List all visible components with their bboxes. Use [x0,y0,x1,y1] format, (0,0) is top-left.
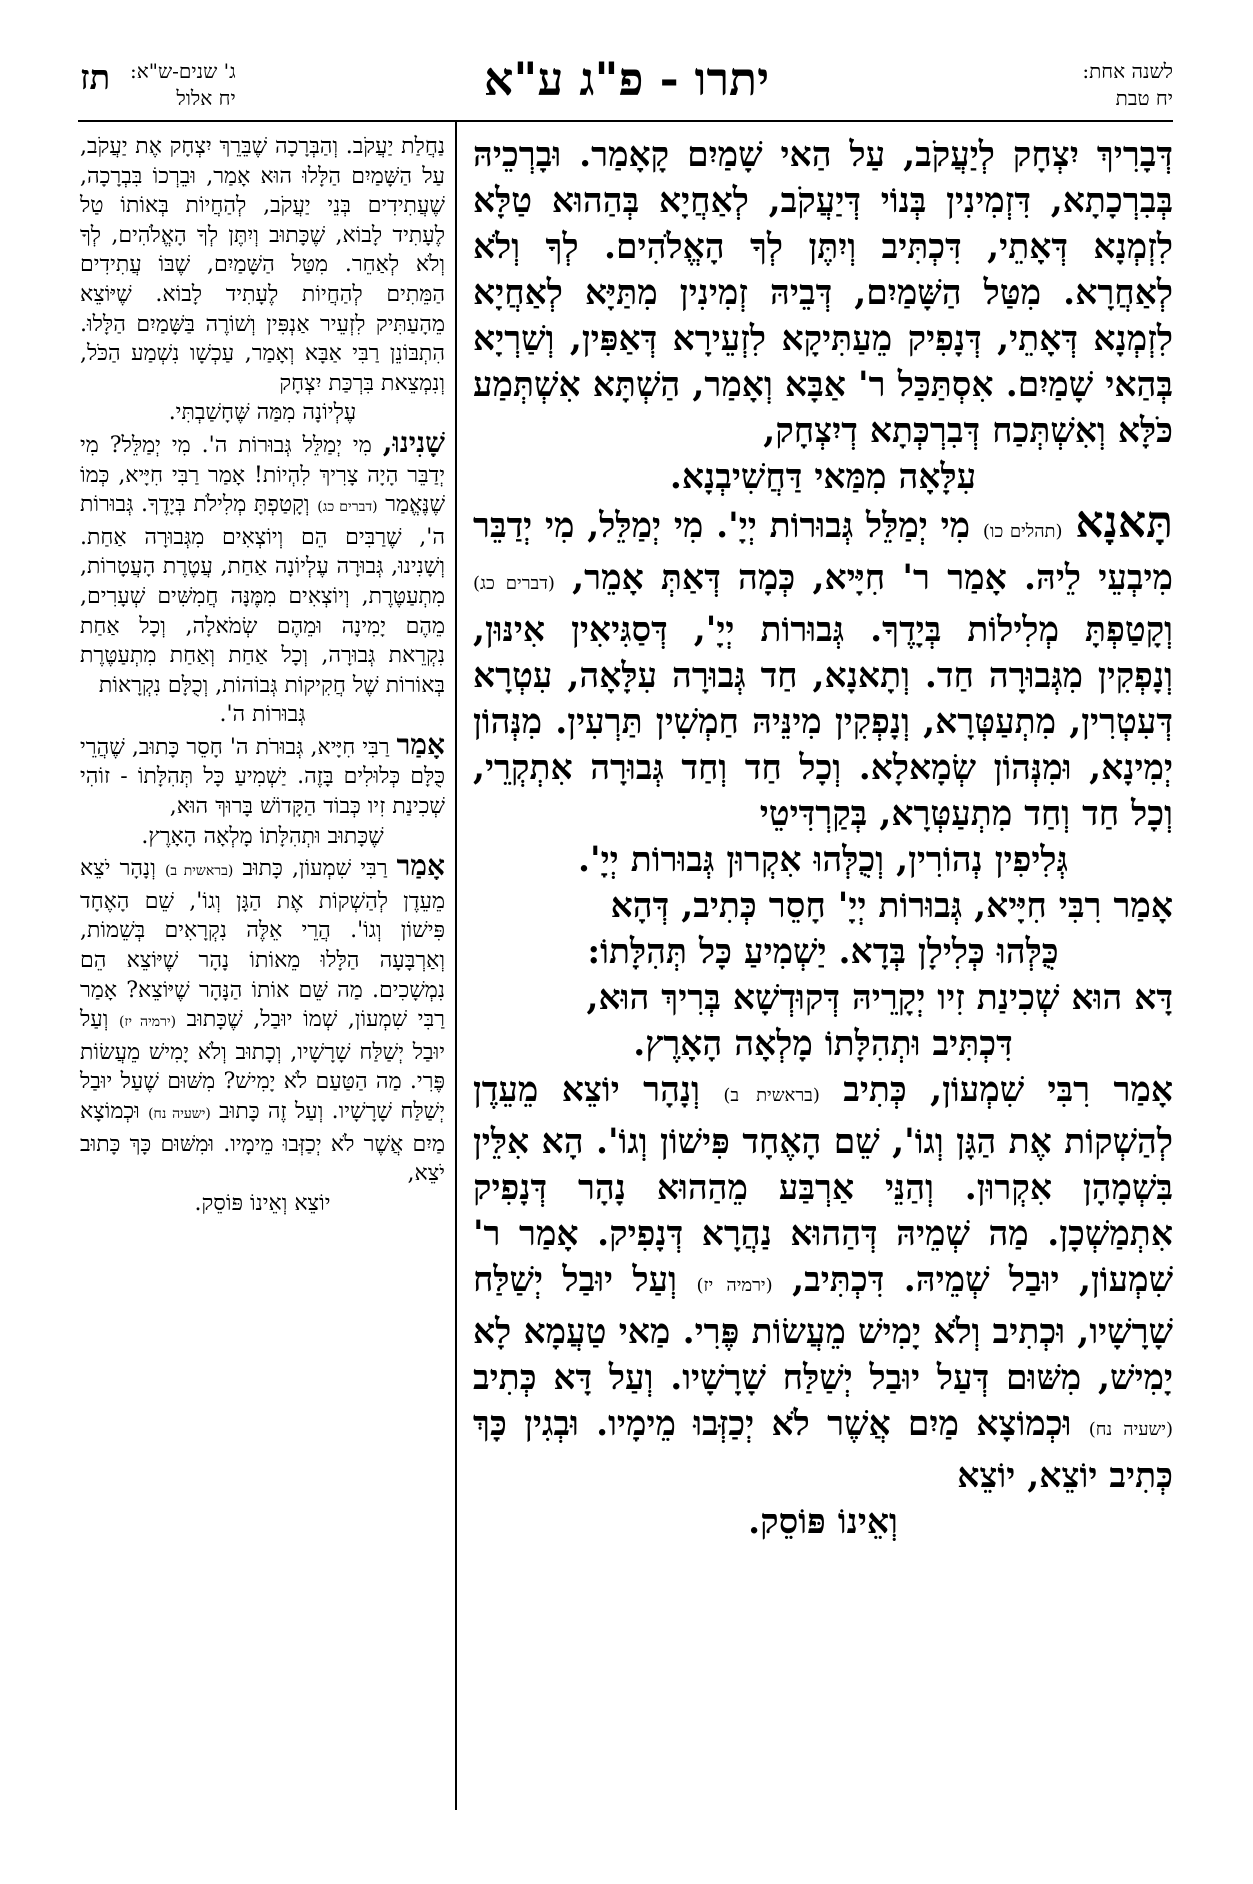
main-paragraph-4: דָּא הוּא שְׁכִינַת זִיו יְקָרֵיהּ דְּקוּדְשָׁא בְּרִיךְ הוּא, [586,978,1173,1018]
side-paragraph-3-end: שֶׁכָּתוּב וּתְהִלָּתוֹ מָלְאָה הָאָרֶץ. [141,823,384,849]
side-paragraph-1-end: עֶלְיוֹנָה מִמַּה שֶּׁחָשַׁבְתִּי. [168,400,357,426]
side-paragraph-4-text-a: רַבִּי שִׁמְעוֹן, כָּתוּב [242,856,388,882]
main-paragraph-3: אָמַר רִבִּי חִיָּיא, גְּבוּרוֹת יְיָ' חָסֵר כְּתִיב, דְּהָא [610,886,1173,926]
main-paragraph-2-text-b: וְקָטַפְתָּ מְלִילוֹת בְּיָדֶךָ. גְּבוּרוֹת יְיָ', דְּסַגִּיאִין אִינּוּן, וְנָפְקִין מִגְּבוּרָה חַד. וְתָאנָא, חַד גְּבוּרָה עִלָּאָה, עִטְרָא דְּעִטְרִין, מִתְעַטְּרָא, וְנָפְקִין מִינֵּיהּ חַמְשִׁין תַּרְעִין. מִנְּהוֹן יְמִינָא, וּמִנְּהוֹן שְׂמָאלָא. וְכָל חַד וְחַד גְּבוּרָה אִתְקְרֵי, וְכָל חַד וְחַד מִתְעַטְּרָא, בְּקַרְדִּיטֵי [473,610,1173,834]
main-paragraph-5-end: וְאֵינוֹ פּוֹסֵק. [748,1502,898,1542]
right-meta [1082,58,1173,112]
side-paragraph-3 [80,727,445,822]
source-ref: (ירמיה יז) [118,1014,177,1031]
source-ref: (ירמיה יז) [696,1275,773,1296]
source-ref: (דברים כג) [473,573,555,594]
side-paragraph-2-end: גְּבוּרוֹת ה'. [219,702,306,728]
source-ref: (תהלים כו) [982,521,1063,542]
side-paragraph-2-opening-word: שָׁנִינוּ, [382,425,445,459]
main-text-column [473,132,1173,1545]
main-paragraph-3-end: כֻּלְּהוּ כְּלִילָן בְּדָא. יַשְׁמִיעַ כָּל תְּהִלָּתוֹ: [587,932,1059,972]
main-paragraph-2-opening-word: תָּאנָא [1075,497,1174,548]
column-divider [455,120,457,1810]
side-paragraph-3-opening-word: אָמַר [396,727,445,761]
side-paragraph-4-text-b: וְנָהָר יֹצֵא מֵעֵדֶן לְהַשְׁקוֹת אֶת הַגָּן וְגוֹ', שֵׁם הָאֶחָד פִּישׁוֹן וְגוֹ'. הֲרֵי אֵלֶּה נִקְרָאִים בְּשֵׁמוֹת, וְאַרְבָּעָה הַלָּלוּ מֵאוֹתוֹ נָהָר שֶׁיּוֹצֵא הֵם נִמְשָׁכִים. מַה שֵּׁם אוֹתוֹ הַנָּהָר שֶׁיּוֹצֵא? אָמַר רַבִּי שִׁמְעוֹן, שְׁמוֹ יוּבַל, שֶׁכָּתוּב [80,856,445,1033]
side-paragraph-4-text-d: וּכְמוֹצָא מַיִם אֲשֶׁר לֹא יְכַזְּבוּ מֵימָיו. וּמִשּׁוּם כָּךְ כָּתוּב יֹצֵא, [80,1099,445,1187]
main-paragraph-5-text-d: וּכְמוֹצָא מַיִם אֲשֶׁר לֹא יְכַזְּבוּ מֵימָיו. וּבְגִין כָּךְ כְּתִיב יוֹצֵא, יוֹצֵא [473,1404,1173,1496]
side-paragraph-1: נַחֲלַת יַעֲקֹב. וְהַבְּרָכָה שֶׁבֵּרֵךְ יִצְחָק אֶת יַעֲקֹב, עַל הַשָּׁמַיִם הַלָּלוּ הוּא אָמַר, וּבֵרְכוֹ בִּבְרָכָה, שֶׁעֲתִידִים בְּנֵי יַעֲקֹב, לְהַחֲיוֹת בְּאוֹתוֹ טַל לֶעָתִיד לָבוֹא, שֶׁכָּתוּב וְיִתֶּן לְךָ הָאֱלֹהִים, לְךָ וְלֹא לְאַחֵר. מִטַּל הַשָּׁמַיִם, שֶׁבּוֹ עֲתִידִים הַמֵּתִים לְהַחֲיוֹת לֶעָתִיד לָבוֹא. שֶׁיּוֹצֵא מֵהָעַתִּיק לִזְעֵיר אַנְפִּין וְשׁוֹרֶה בַּשָּׁמַיִם הַלָּלוּ. הִתְבּוֹנֵן רַבִּי אַבָּא וְאָמַר, עַכְשָׁו נִשְׁמַע הַכֹּל, וְנִמְצֵאת בִּרְכַּת יִצְחָק [80,134,445,396]
source-ref: (ישעיה נח) [1088,1419,1173,1440]
main-paragraph-1: דְּבָרִיךְ יִצְחָק לְיַעֲקֹב, עַל הַאי שָׁמַיִם קָאָמַר. וּבָרְכֵיהּ בְּבִרְכָתָא, דִּזְמִינִין בְּנוֹי דְּיַעֲקֹב, לְאַחֲיָא בְּהַהוּא טַלָּא לִזְמְנָא דְּאָתֵי, דִּכְתִּיב וְיִתֶּן לְךָ הָאֱלֹהִים. לְךָ וְלֹא לְאַחֲרָא. מִטַּל הַשָּׁמַיִם, דְּבֵיהּ זְמִינִין מִתַּיָּא לְאַחֲיָא לִזְמְנָא דְּאָתֵי, דְּנָפִיק מֵעַתִּיקָא לִזְעֵירָא דְּאַפִּין, וְשַׁרְיָא בְּהַאי שָׁמַיִם. אִסְתַּכַּל ר' אַבָּא וְאָמַר, הַשְׁתָּא אִשְׁתְּמַע כֹּלָּא וְאִשְׁתְּכַח דְּבִרְכְּתָא דְיִצְחָק, [473,135,1173,451]
page-header [0,50,1253,120]
translation-column [80,132,445,1218]
main-paragraph-1-end: עִלָּאָה מִמַּאי דַּחֲשִׁיבְנָא. [669,457,977,497]
main-paragraph-4-end: דִּכְתִּיב וּתְהִלָּתוֹ מָלְאָה הָאָרֶץ. [633,1024,1013,1064]
source-ref: (בראשית ב) [164,863,234,880]
page-number: תז [80,58,111,98]
side-paragraph-4-end: יוֹצֵא וְאֵינוֹ פּוֹסֵק. [194,1190,331,1216]
page-title: יתרו - פ"ג ע"א [483,52,770,106]
side-paragraph-4 [80,851,445,1189]
left-meta-line-2: יח אלול [176,86,236,110]
side-paragraph-2-text-b: וְקָטַפְתָּ מְלִילֹת בְּיָדֶךָ. גְּבוּרוֹת ה', שֶׁרַבִּים הֵם וְיוֹצְאִים מִגְּבוּרָה אַחַת. וְשָׁנִינוּ, גְּבוּרָה עֶלְיוֹנָה אַחַת, עֲטֶרֶת הָעֲטָרוֹת, מִתְעַטֶּרֶת, וְיוֹצְאִים מִמֶּנָּה חֲמִשִּׁים שְׁעָרִים, מֵהֶם יָמִינָה וּמֵהֶם שְׂמֹאלָה, וְכָל אַחַת נִקְרֵאת גְּבוּרָה, וְכָל אַחַת וְאַחַת מִתְעַטֶּרֶת בְּאוֹרוֹת שֶׁל חֲקִיקוֹת גְּבוֹהוֹת, וְכֻלָּם נִקְרָאוֹת [80,492,445,698]
source-ref: (דברים כג) [317,499,378,516]
side-paragraph-3-text: רַבִּי חִיָּיא, גְּבוּרֹת ה' חָסֵר כָּתוּב, שֶׁהֲרֵי כֻּלָּם כְּלוּלִים בָּזֶה. יַשְׁמִיעַ כָּל תְּהִלָּתוֹ - זוֹהִי שְׁכִינַת זִיו כְּבוֹד הַקָּדוֹשׁ בָּרוּךְ הוּא, [80,734,445,820]
main-paragraph-5-text-a: אָמַר רִבִּי שִׁמְעוֹן, כְּתִיב [843,1070,1173,1110]
source-ref: (בראשית ב) [723,1085,820,1106]
main-paragraph-2 [473,497,1174,837]
left-meta-line-1: ג' שנים-ש"א: [130,59,236,83]
side-paragraph-2 [80,425,446,700]
header-rule [78,120,1173,122]
right-meta-line-1: לשנה אחת: [1082,59,1173,83]
main-paragraph-2-end: גְּלִיפִין נְהוֹרִין, וְכֻלְּהוּ אִקְרוּן גְּבוּרוֹת יְיָ'. [578,840,1068,880]
main-paragraph-5-text-c: וְעַל יוּבַל יְשַׁלַּח שָׁרָשָׁיו, וּכְתִיב וְלֹא יָמִישׁ מֵעֲשׂוֹת פֶּרִי. מַאי טַעֲמָא לָא יָמִישׁ, מִשּׁוּם דְּעַל יוּבַל יְשַׁלַּח שָׁרָשָׁיו. וְעַל דָּא כְּתִיב [473,1260,1173,1398]
side-paragraph-2-text-a: מִי יְמַלֵּל גְּבוּרוֹת ה'. מִי יְמַלֵּל? מִי יְדַבֵּר הָיָה צָרִיךְ לִהְיוֹת! אָמַר רַבִּי חִיָּיא, כְּמוֹ שֶׁנֶּאֱמַר [80,432,446,518]
main-paragraph-5 [473,1067,1173,1499]
main-paragraph-2-text-a: מִי יְמַלֵּל גְּבוּרוֹת יְיָ'. מִי יְמַלֵּל, מִי יְדַבֵּר מִיבְעֵי לֵיהּ. אָמַר ר' חִיָּיא, כְּמָה דְּאַתְּ אָמֵר, [473,506,1174,598]
side-paragraph-4-text-c: וְעַל יוּבַל יְשַׁלַּח שָׁרָשָׁיו, וְכָתוּב וְלֹא יָמִישׁ מֵעֲשׂוֹת פֶּרִי. מַה הַטַּעַם לֹא יָמִישׁ? מִשּׁוּם שֶׁעַל יוּבַל יְשַׁלַּח שָׁרָשָׁיו. וְעַל זֶה כָּתוּב [80,1007,445,1124]
right-meta-line-2: יח טבת [1115,86,1173,110]
source-ref: (ישעיה נח) [148,1106,211,1122]
main-paragraph-5-text-b: וְנָהָר יוֹצֵא מֵעֵדֶן לְהַשְׁקוֹת אֶת הַגָּן וְגוֹ', שֵׁם הָאֶחָד פִּישׁוֹן וְגוֹ'. הָא אִלֵּין בִּשְׁמָהָן אִקְרוּן. וְהַנֵּי אַרְבַּע מֵהַהוּא נָהָר דְּנָפִיק אִתְמַשְׁכָן. מַה שְׁמֵיהּ דְּהַהוּא נַהֲרָא דְּנָפִיק. אָמַר ר' שִׁמְעוֹן, יוּבַל שְׁמֵיהּ. דִּכְתִּיב, [473,1070,1174,1300]
side-paragraph-4-opening-word: אָמַר [396,849,445,883]
